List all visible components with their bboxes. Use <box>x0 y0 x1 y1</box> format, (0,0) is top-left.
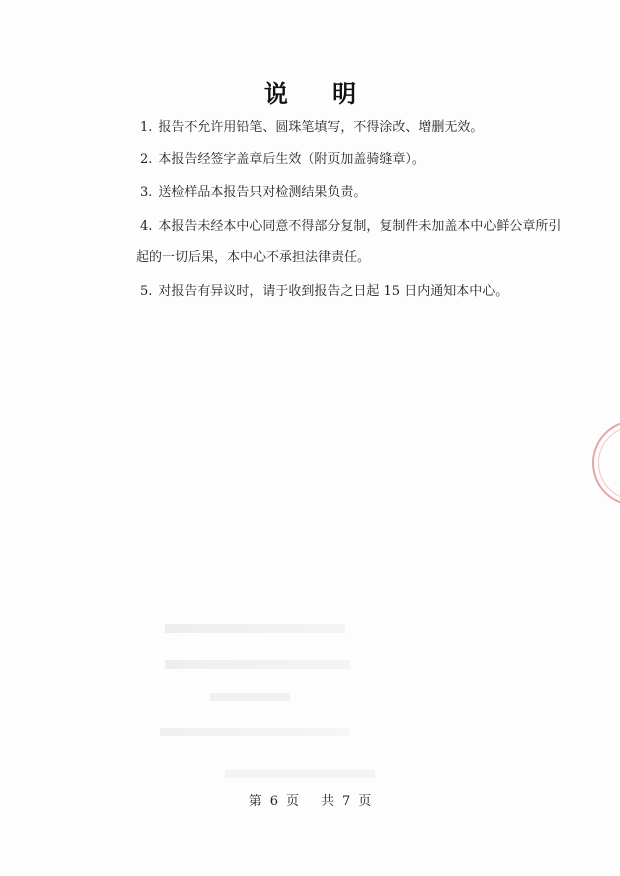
show-through-mark <box>210 693 290 701</box>
page-current: 6 <box>269 794 278 809</box>
item-text: 对报告有异议时，请于收到报告之日起 15 日内通知本中心。 <box>158 284 509 299</box>
notice-item-1 <box>140 120 483 136</box>
page-label-pre: 第 <box>248 794 262 809</box>
show-through-mark <box>165 624 345 633</box>
item-text: 本报告未经本中心同意不得部分复制，复制件未加盖本中心鲜公章所引 <box>158 219 562 234</box>
show-through-mark <box>225 770 375 778</box>
page-footer <box>0 790 620 809</box>
item-number: 4. <box>140 219 153 234</box>
notice-item-4 <box>140 219 561 235</box>
total-label-pre: 共 <box>321 794 335 809</box>
item-text: 报告不允许用铅笔、圆珠笔填写，不得涂改、增删无效。 <box>158 120 484 135</box>
page-total: 7 <box>342 794 351 809</box>
item-number: 5. <box>140 284 153 299</box>
show-through-mark <box>165 660 350 669</box>
total-label-post: 页 <box>358 794 372 809</box>
item-text: 本报告经签字盖章后生效（附页加盖骑缝章）。 <box>158 152 425 167</box>
notice-item-3 <box>140 185 366 201</box>
item-text: 送检样品本报告只对检测结果负责。 <box>158 185 367 200</box>
show-through-mark <box>160 728 350 736</box>
notice-item-4-continuation: 起的一切后果，本中心不承担法律责任。 <box>136 250 371 265</box>
notice-item-2 <box>140 152 425 168</box>
page-title: 说 明 <box>263 80 375 108</box>
item-number: 1. <box>140 120 153 135</box>
notice-item-5 <box>140 284 508 300</box>
page-label-mid: 页 <box>285 794 299 809</box>
item-number: 3. <box>140 185 153 200</box>
item-number: 2. <box>140 152 153 167</box>
